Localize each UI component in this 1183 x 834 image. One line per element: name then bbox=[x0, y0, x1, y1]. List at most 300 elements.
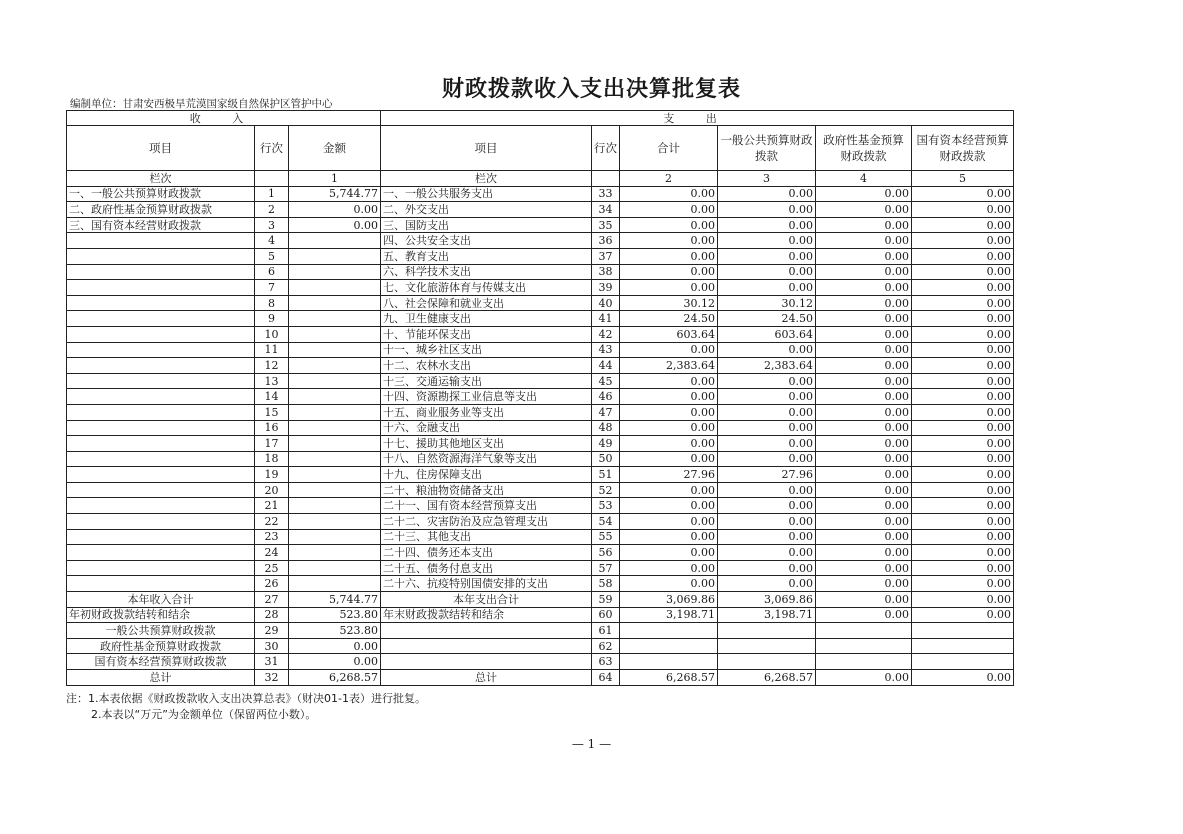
expense-item: 十、节能环保支出 bbox=[381, 326, 592, 342]
income-row-number: 9 bbox=[255, 311, 289, 327]
income-amount bbox=[289, 436, 381, 452]
income-row-number: 19 bbox=[255, 467, 289, 483]
fund-budget-amount bbox=[816, 638, 912, 654]
section-row bbox=[67, 111, 1014, 126]
expense-item: 二十、粮油物资储备支出 bbox=[381, 482, 592, 498]
fund-budget-amount: 0.00 bbox=[816, 420, 912, 436]
lanci-4: 4 bbox=[816, 171, 912, 187]
expense-row-number: 45 bbox=[592, 373, 620, 389]
income-item bbox=[67, 514, 255, 530]
income-amount bbox=[289, 248, 381, 264]
soe-budget-amount: 0.00 bbox=[912, 576, 1014, 592]
soe-budget-amount: 0.00 bbox=[912, 248, 1014, 264]
expense-row-number: 64 bbox=[592, 670, 620, 686]
income-amount bbox=[289, 514, 381, 530]
expense-item: 十一、城乡社区支出 bbox=[381, 342, 592, 358]
general-budget-amount: 2,383.64 bbox=[718, 358, 816, 374]
income-row-number: 2 bbox=[255, 202, 289, 218]
fund-budget-amount: 0.00 bbox=[816, 529, 912, 545]
column-number-row bbox=[67, 171, 1014, 187]
income-row-number: 1 bbox=[255, 186, 289, 202]
general-budget-amount: 0.00 bbox=[718, 280, 816, 296]
lanci-1: 1 bbox=[289, 171, 381, 187]
expense-row-number: 38 bbox=[592, 264, 620, 280]
expense-row-number: 47 bbox=[592, 404, 620, 420]
general-budget-amount: 0.00 bbox=[718, 482, 816, 498]
document-title: 财政拨款收入支出决算批复表 bbox=[441, 77, 741, 102]
soe-budget-amount: 0.00 bbox=[912, 280, 1014, 296]
income-item bbox=[67, 326, 255, 342]
lanci-label-income: 栏次 bbox=[67, 171, 255, 187]
general-budget-amount: 0.00 bbox=[718, 264, 816, 280]
soe-budget-amount: 0.00 bbox=[912, 482, 1014, 498]
fund-budget-amount: 0.00 bbox=[816, 436, 912, 452]
income-amount bbox=[289, 342, 381, 358]
note-1: 注：1.本表依据《财政拨款收入支出决算总表》（财决01-1表）进行批复。 bbox=[66, 692, 426, 705]
expense-row-number: 51 bbox=[592, 467, 620, 483]
income-row-number: 25 bbox=[255, 560, 289, 576]
expense-item: 八、社会保障和就业支出 bbox=[381, 295, 592, 311]
income-amount: 5,744.77 bbox=[289, 592, 381, 608]
income-item bbox=[67, 467, 255, 483]
income-row-number: 15 bbox=[255, 404, 289, 420]
general-budget-amount: 0.00 bbox=[718, 233, 816, 249]
soe-budget-amount: 0.00 bbox=[912, 670, 1014, 686]
expense-item: 九、卫生健康支出 bbox=[381, 311, 592, 327]
soe-budget-amount: 0.00 bbox=[912, 217, 1014, 233]
income-amount bbox=[289, 545, 381, 561]
expense-item: 一、一般公共服务支出 bbox=[381, 186, 592, 202]
soe-budget-amount: 0.00 bbox=[912, 295, 1014, 311]
table-row bbox=[67, 264, 1014, 280]
expense-row-number: 59 bbox=[592, 592, 620, 608]
general-budget-amount: 0.00 bbox=[718, 529, 816, 545]
total-amount: 0.00 bbox=[620, 560, 718, 576]
fund-budget-amount: 0.00 bbox=[816, 202, 912, 218]
income-row-number: 12 bbox=[255, 358, 289, 374]
income-amount bbox=[289, 451, 381, 467]
soe-budget-amount: 0.00 bbox=[912, 592, 1014, 608]
income-row-number: 22 bbox=[255, 514, 289, 530]
total-header: 合计 bbox=[620, 126, 718, 171]
expense-row-number: 53 bbox=[592, 498, 620, 514]
table-row bbox=[67, 389, 1014, 405]
expense-row-number: 33 bbox=[592, 186, 620, 202]
total-amount: 30.12 bbox=[620, 295, 718, 311]
total-amount bbox=[620, 654, 718, 670]
general-budget-amount: 27.96 bbox=[718, 467, 816, 483]
expense-item: 十三、交通运输支出 bbox=[381, 373, 592, 389]
table-row bbox=[67, 233, 1014, 249]
fund-budget-amount: 0.00 bbox=[816, 404, 912, 420]
income-row-number: 29 bbox=[255, 623, 289, 639]
expense-row-number: 52 bbox=[592, 482, 620, 498]
fund-budget-amount: 0.00 bbox=[816, 373, 912, 389]
expense-row-number: 58 bbox=[592, 576, 620, 592]
expense-row-number: 50 bbox=[592, 451, 620, 467]
expense-item: 二十五、债务付息支出 bbox=[381, 560, 592, 576]
income-item bbox=[67, 420, 255, 436]
income-row-number: 23 bbox=[255, 529, 289, 545]
total-amount: 0.00 bbox=[620, 233, 718, 249]
table-row bbox=[67, 217, 1014, 233]
income-row-number: 32 bbox=[255, 670, 289, 686]
general-budget-amount bbox=[718, 623, 816, 639]
total-amount: 0.00 bbox=[620, 342, 718, 358]
table-row bbox=[67, 607, 1014, 623]
income-section-label: 收 入 bbox=[67, 111, 381, 126]
general-budget-amount: 0.00 bbox=[718, 451, 816, 467]
total-amount: 0.00 bbox=[620, 186, 718, 202]
total-amount: 0.00 bbox=[620, 248, 718, 264]
general-budget-amount: 0.00 bbox=[718, 217, 816, 233]
table-row bbox=[67, 436, 1014, 452]
page-number: — 1 — bbox=[571, 737, 612, 751]
table-row bbox=[67, 404, 1014, 420]
income-amount bbox=[289, 482, 381, 498]
expense-row-number: 49 bbox=[592, 436, 620, 452]
income-item: 国有资本经营预算财政拨款 bbox=[67, 654, 255, 670]
general-budget-amount bbox=[718, 654, 816, 670]
table-row bbox=[67, 420, 1014, 436]
fund-budget-amount: 0.00 bbox=[816, 248, 912, 264]
fund-budget-amount: 0.00 bbox=[816, 295, 912, 311]
income-item bbox=[67, 295, 255, 311]
income-item bbox=[67, 373, 255, 389]
fund-budget-amount bbox=[816, 654, 912, 670]
total-amount: 0.00 bbox=[620, 498, 718, 514]
total-amount: 0.00 bbox=[620, 420, 718, 436]
expense-row-number: 44 bbox=[592, 358, 620, 374]
expense-item: 二、外交支出 bbox=[381, 202, 592, 218]
table-row bbox=[67, 342, 1014, 358]
expense-item: 二十一、国有资本经营预算支出 bbox=[381, 498, 592, 514]
soe-budget-amount: 0.00 bbox=[912, 436, 1014, 452]
income-item bbox=[67, 576, 255, 592]
expense-row-number: 41 bbox=[592, 311, 620, 327]
table-row bbox=[67, 295, 1014, 311]
general-budget-amount: 0.00 bbox=[718, 514, 816, 530]
general-budget-amount bbox=[718, 638, 816, 654]
fund-budget-amount: 0.00 bbox=[816, 358, 912, 374]
income-row-number: 28 bbox=[255, 607, 289, 623]
total-amount: 0.00 bbox=[620, 264, 718, 280]
income-row-header: 行次 bbox=[255, 126, 289, 171]
table-row bbox=[67, 311, 1014, 327]
total-amount: 0.00 bbox=[620, 451, 718, 467]
expense-row-number: 42 bbox=[592, 326, 620, 342]
lanci-3: 3 bbox=[718, 171, 816, 187]
fund-budget-amount: 0.00 bbox=[816, 264, 912, 280]
income-row-number: 27 bbox=[255, 592, 289, 608]
expense-item: 十九、住房保障支出 bbox=[381, 467, 592, 483]
soe-budget-amount bbox=[912, 654, 1014, 670]
expense-item: 四、公共安全支出 bbox=[381, 233, 592, 249]
income-row-number: 5 bbox=[255, 248, 289, 264]
expense-row-number: 60 bbox=[592, 607, 620, 623]
general-budget-amount: 0.00 bbox=[718, 560, 816, 576]
total-amount: 0.00 bbox=[620, 389, 718, 405]
income-item: 本年收入合计 bbox=[67, 592, 255, 608]
expense-row-number: 39 bbox=[592, 280, 620, 296]
total-amount: 0.00 bbox=[620, 545, 718, 561]
table-row bbox=[67, 576, 1014, 592]
expense-item: 年末财政拨款结转和结余 bbox=[381, 607, 592, 623]
income-item bbox=[67, 389, 255, 405]
income-row-number: 10 bbox=[255, 326, 289, 342]
fund-budget-amount: 0.00 bbox=[816, 342, 912, 358]
table-row bbox=[67, 623, 1014, 639]
income-item bbox=[67, 280, 255, 296]
income-amount: 0.00 bbox=[289, 638, 381, 654]
soe-budget-amount: 0.00 bbox=[912, 373, 1014, 389]
income-amount bbox=[289, 389, 381, 405]
expense-row-number: 34 bbox=[592, 202, 620, 218]
expense-item: 五、教育支出 bbox=[381, 248, 592, 264]
general-budget-amount: 0.00 bbox=[718, 420, 816, 436]
expense-row-number: 55 bbox=[592, 529, 620, 545]
total-amount: 6,268.57 bbox=[620, 670, 718, 686]
soe-budget-amount: 0.00 bbox=[912, 498, 1014, 514]
income-amount: 5,744.77 bbox=[289, 186, 381, 202]
income-row-number: 18 bbox=[255, 451, 289, 467]
expense-row-number: 63 bbox=[592, 654, 620, 670]
income-item bbox=[67, 264, 255, 280]
total-amount: 0.00 bbox=[620, 529, 718, 545]
total-amount: 3,198.71 bbox=[620, 607, 718, 623]
income-row-number: 13 bbox=[255, 373, 289, 389]
income-amount bbox=[289, 358, 381, 374]
soe-budget-amount: 0.00 bbox=[912, 404, 1014, 420]
soe-budget-amount: 0.00 bbox=[912, 451, 1014, 467]
table-row bbox=[67, 545, 1014, 561]
soe-budget-amount: 0.00 bbox=[912, 311, 1014, 327]
income-amount bbox=[289, 311, 381, 327]
income-item: 总计 bbox=[67, 670, 255, 686]
expense-row-number: 46 bbox=[592, 389, 620, 405]
income-item bbox=[67, 498, 255, 514]
note-2: 2.本表以“万元”为金额单位（保留两位小数）。 bbox=[91, 708, 317, 721]
total-amount: 0.00 bbox=[620, 514, 718, 530]
table-row bbox=[67, 451, 1014, 467]
expense-row-number: 35 bbox=[592, 217, 620, 233]
income-amount: 6,268.57 bbox=[289, 670, 381, 686]
expense-item-header: 项目 bbox=[381, 126, 592, 171]
total-amount: 0.00 bbox=[620, 436, 718, 452]
expense-item: 二十三、其他支出 bbox=[381, 529, 592, 545]
fund-budget-amount: 0.00 bbox=[816, 467, 912, 483]
income-item: 年初财政拨款结转和结余 bbox=[67, 607, 255, 623]
income-amount: 0.00 bbox=[289, 217, 381, 233]
total-amount: 2,383.64 bbox=[620, 358, 718, 374]
income-row-number: 16 bbox=[255, 420, 289, 436]
general-budget-amount: 0.00 bbox=[718, 576, 816, 592]
table-row bbox=[67, 248, 1014, 264]
soe-budget-amount: 0.00 bbox=[912, 514, 1014, 530]
expense-row-header: 行次 bbox=[592, 126, 620, 171]
table-row bbox=[67, 202, 1014, 218]
general-budget-header: 一般公共预算财政拨款 bbox=[718, 126, 816, 171]
income-amount bbox=[289, 264, 381, 280]
income-item: 一、一般公共预算财政拨款 bbox=[67, 186, 255, 202]
expense-row-number: 54 bbox=[592, 514, 620, 530]
income-amount bbox=[289, 404, 381, 420]
expense-row-number: 36 bbox=[592, 233, 620, 249]
table-row bbox=[67, 186, 1014, 202]
income-item bbox=[67, 404, 255, 420]
soe-budget-amount: 0.00 bbox=[912, 202, 1014, 218]
expense-row-number: 57 bbox=[592, 560, 620, 576]
soe-budget-amount: 0.00 bbox=[912, 607, 1014, 623]
expense-item: 十五、商业服务业等支出 bbox=[381, 404, 592, 420]
total-amount: 27.96 bbox=[620, 467, 718, 483]
total-amount: 0.00 bbox=[620, 482, 718, 498]
general-budget-amount: 24.50 bbox=[718, 311, 816, 327]
total-amount: 603.64 bbox=[620, 326, 718, 342]
expense-row-number: 62 bbox=[592, 638, 620, 654]
income-row-number: 26 bbox=[255, 576, 289, 592]
soe-budget-header: 国有资本经营预算财政拨款 bbox=[912, 126, 1014, 171]
fund-budget-amount: 0.00 bbox=[816, 607, 912, 623]
header-row bbox=[67, 126, 1014, 171]
income-amount bbox=[289, 420, 381, 436]
general-budget-amount: 3,069.86 bbox=[718, 592, 816, 608]
table-row bbox=[67, 654, 1014, 670]
income-item: 政府性基金预算财政拨款 bbox=[67, 638, 255, 654]
total-amount: 0.00 bbox=[620, 373, 718, 389]
income-item bbox=[67, 560, 255, 576]
general-budget-amount: 0.00 bbox=[718, 186, 816, 202]
general-budget-amount: 6,268.57 bbox=[718, 670, 816, 686]
income-amount bbox=[289, 560, 381, 576]
total-amount bbox=[620, 623, 718, 639]
fund-budget-amount: 0.00 bbox=[816, 186, 912, 202]
income-amount bbox=[289, 576, 381, 592]
budget-table bbox=[66, 110, 1014, 686]
total-amount: 24.50 bbox=[620, 311, 718, 327]
soe-budget-amount: 0.00 bbox=[912, 467, 1014, 483]
fund-budget-amount: 0.00 bbox=[816, 514, 912, 530]
general-budget-amount: 0.00 bbox=[718, 373, 816, 389]
income-item bbox=[67, 311, 255, 327]
expense-item: 七、文化旅游体育与传媒支出 bbox=[381, 280, 592, 296]
soe-budget-amount: 0.00 bbox=[912, 186, 1014, 202]
general-budget-amount: 603.64 bbox=[718, 326, 816, 342]
table-row bbox=[67, 638, 1014, 654]
expense-item: 十七、援助其他地区支出 bbox=[381, 436, 592, 452]
total-amount: 0.00 bbox=[620, 576, 718, 592]
expense-item: 六、科学技术支出 bbox=[381, 264, 592, 280]
expense-item: 二十二、灾害防治及应急管理支出 bbox=[381, 514, 592, 530]
income-row-number: 3 bbox=[255, 217, 289, 233]
fund-budget-amount: 0.00 bbox=[816, 576, 912, 592]
soe-budget-amount: 0.00 bbox=[912, 545, 1014, 561]
fund-budget-amount bbox=[816, 623, 912, 639]
fund-budget-amount: 0.00 bbox=[816, 498, 912, 514]
fund-budget-amount: 0.00 bbox=[816, 311, 912, 327]
income-row-number: 24 bbox=[255, 545, 289, 561]
income-amount bbox=[289, 373, 381, 389]
income-row-number: 20 bbox=[255, 482, 289, 498]
income-amount bbox=[289, 280, 381, 296]
general-budget-amount: 0.00 bbox=[718, 404, 816, 420]
income-item bbox=[67, 436, 255, 452]
income-row-number: 14 bbox=[255, 389, 289, 405]
fund-budget-amount: 0.00 bbox=[816, 545, 912, 561]
general-budget-amount: 3,198.71 bbox=[718, 607, 816, 623]
table-row bbox=[67, 280, 1014, 296]
expense-item: 本年支出合计 bbox=[381, 592, 592, 608]
lanci-2: 2 bbox=[620, 171, 718, 187]
income-item: 一般公共预算财政拨款 bbox=[67, 623, 255, 639]
total-amount: 0.00 bbox=[620, 217, 718, 233]
income-item bbox=[67, 545, 255, 561]
expense-item: 十六、金融支出 bbox=[381, 420, 592, 436]
expense-row-number: 40 bbox=[592, 295, 620, 311]
fund-budget-amount: 0.00 bbox=[816, 389, 912, 405]
soe-budget-amount: 0.00 bbox=[912, 342, 1014, 358]
soe-budget-amount bbox=[912, 623, 1014, 639]
expense-item: 二十四、债务还本支出 bbox=[381, 545, 592, 561]
general-budget-amount: 0.00 bbox=[718, 545, 816, 561]
income-item-header: 项目 bbox=[67, 126, 255, 171]
fund-budget-amount: 0.00 bbox=[816, 326, 912, 342]
soe-budget-amount: 0.00 bbox=[912, 560, 1014, 576]
expense-row-number: 37 bbox=[592, 248, 620, 264]
income-item bbox=[67, 482, 255, 498]
general-budget-amount: 0.00 bbox=[718, 248, 816, 264]
income-row-number: 6 bbox=[255, 264, 289, 280]
income-row-number: 21 bbox=[255, 498, 289, 514]
income-item: 二、政府性基金预算财政拨款 bbox=[67, 202, 255, 218]
lanci-label-expense: 栏次 bbox=[381, 171, 592, 187]
lanci-blank bbox=[592, 171, 620, 187]
soe-budget-amount: 0.00 bbox=[912, 326, 1014, 342]
expense-item: 二十六、抗疫特别国债安排的支出 bbox=[381, 576, 592, 592]
total-amount bbox=[620, 638, 718, 654]
income-amount: 0.00 bbox=[289, 654, 381, 670]
table-row bbox=[67, 373, 1014, 389]
income-item bbox=[67, 233, 255, 249]
income-row-number: 7 bbox=[255, 280, 289, 296]
expense-item: 十二、农林水支出 bbox=[381, 358, 592, 374]
expense-item: 十四、资源勘探工业信息等支出 bbox=[381, 389, 592, 405]
lanci-blank bbox=[255, 171, 289, 187]
general-budget-amount: 0.00 bbox=[718, 436, 816, 452]
soe-budget-amount: 0.00 bbox=[912, 529, 1014, 545]
soe-budget-amount bbox=[912, 638, 1014, 654]
income-amount bbox=[289, 467, 381, 483]
table-row bbox=[67, 482, 1014, 498]
general-budget-amount: 0.00 bbox=[718, 498, 816, 514]
table-row bbox=[67, 592, 1014, 608]
expense-item bbox=[381, 638, 592, 654]
fund-budget-amount: 0.00 bbox=[816, 233, 912, 249]
income-item bbox=[67, 248, 255, 264]
general-budget-amount: 0.00 bbox=[718, 202, 816, 218]
income-item bbox=[67, 451, 255, 467]
income-item bbox=[67, 342, 255, 358]
table-row bbox=[67, 498, 1014, 514]
expense-row-number: 56 bbox=[592, 545, 620, 561]
general-budget-amount: 0.00 bbox=[718, 389, 816, 405]
income-amount bbox=[289, 529, 381, 545]
total-amount: 0.00 bbox=[620, 404, 718, 420]
expense-row-number: 43 bbox=[592, 342, 620, 358]
expense-row-number: 48 bbox=[592, 420, 620, 436]
income-amount bbox=[289, 326, 381, 342]
expense-item: 三、国防支出 bbox=[381, 217, 592, 233]
